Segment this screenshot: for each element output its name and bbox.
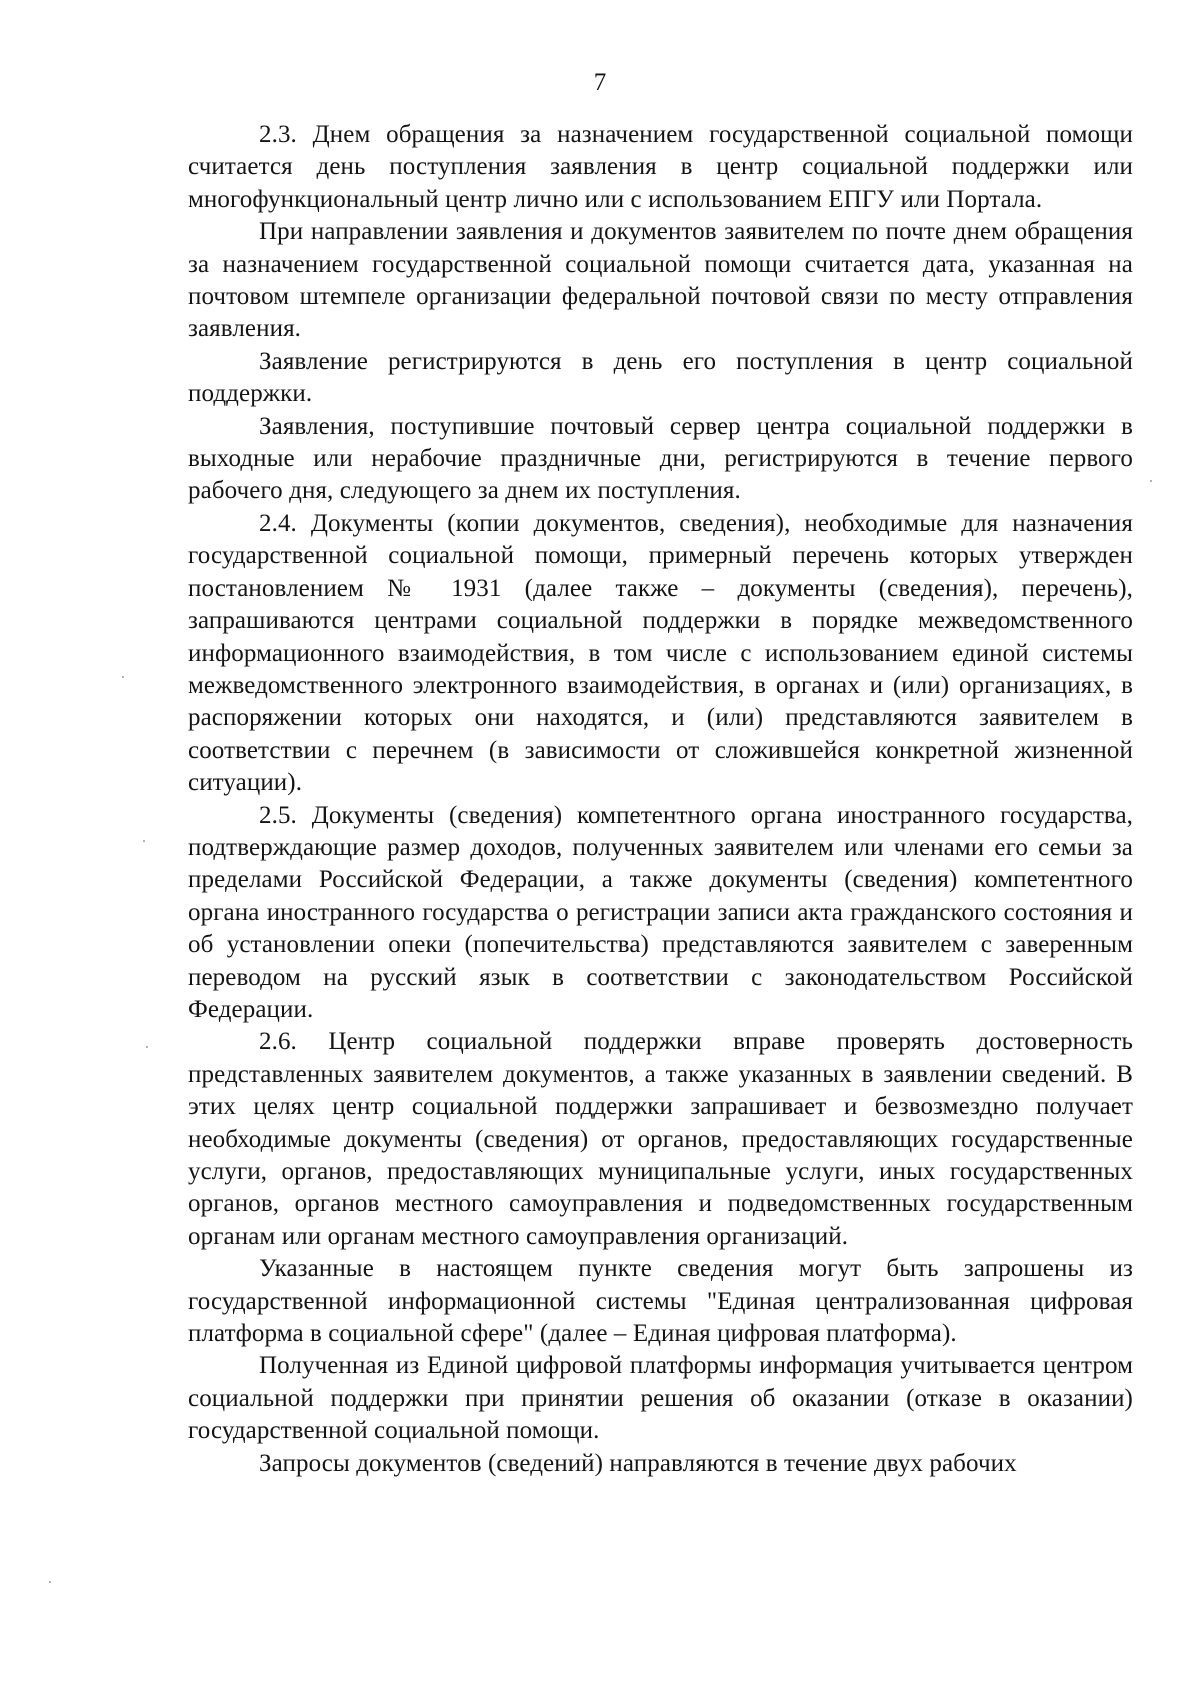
paragraph-2-3: 2.3. Днем обращения за назначением государственной социальной помощи считается день поступления заявления в центр социальной поддержки или многофункциональный центр лично или с использованием ЕПГУ или Портала. xyxy=(188,121,1133,213)
paragraph-postal-submission: При направлении заявления и документов заявителем по почте днем обращения за назначением государственной социальной помощи считается дата, указанная на почтовом штемпеле организации федеральной почтовой связи по месту отправления заявления. xyxy=(188,218,1133,343)
paragraph-digital-platform: Указанные в настоящем пункте сведения могут быть запрошены из государственной информационной системы "Единая централизованная цифровая платформа в социальной сфере" (далее – Единая цифровая платформа). xyxy=(188,1255,1133,1348)
scan-speck xyxy=(143,840,145,842)
paragraph-2-6: 2.6. Центр социальной поддержки вправе проверять достоверность представленных заявителем документов, а также указанных в заявлении сведений. В этих целях центр социальной поддержки запрашивает и безвозмездно получает необходимые документы (сведения) от органов, предоставляющих государственные услуги, органов, предоставляющих муниципальные услуги, иных государственных органов, органов местного самоуправления и подведомственных государственным органам или органам местного самоуправления организаций. xyxy=(188,1028,1133,1250)
scan-speck xyxy=(49,1581,51,1583)
paragraph-2-4: 2.4. Документы (копии документов, сведения), необходимые для назначения государственной социальной помощи, примерный перечень которых утвержден постановлением № 1931 (далее также – документы (сведения), перечень), запрашиваются центрами социальной поддержки в порядке межведомственного информационного взаимодействия, в том числе с использованием единой системы межведомственного электронного взаимодействия, в органах и (или) организациях, в распоряжении которых они находятся, и (или) представляются заявителем в соответствии с перечнем (в зависимости от сложившейся конкретной жизненной ситуации). xyxy=(188,509,1133,797)
scan-speck xyxy=(146,1046,148,1048)
paragraph-holiday-registration: Заявления, поступившие почтовый сервер центра социальной поддержки в выходные или нерабочие праздничные дни, регистрируются в течение первого рабочего дня, следующего за днем их поступления. xyxy=(188,412,1133,505)
scan-speck xyxy=(1150,480,1152,482)
document-body xyxy=(188,119,1133,1480)
paragraph-platform-information: Полученная из Единой цифровой платформы информация учитывается центром социальной поддержки при принятии решения об оказании (отказе в оказании) государственной социальной помощи. xyxy=(188,1352,1133,1445)
paragraph-registration: Заявление регистрируются в день его поступления в центр социальной поддержки. xyxy=(188,347,1133,408)
paragraph-requests-deadline: Запросы документов (сведений) направляются в течение двух рабочих xyxy=(259,1449,1017,1477)
scan-speck xyxy=(122,676,124,678)
paragraph-2-5: 2.5. Документы (сведения) компетентного органа иностранного государства, подтверждающие размер доходов, полученных заявителем или членами его семьи за пределами Российской Федерации, а также документы (сведения) компетентного органа иностранного государства о регистрации записи акта гражданского состояния и об установлении опеки (попечительства) представляются заявителем с заверенным переводом на русский язык в соответствии с законодательством Российской Федерации. xyxy=(188,801,1133,1023)
page-number: 7 xyxy=(593,69,607,96)
